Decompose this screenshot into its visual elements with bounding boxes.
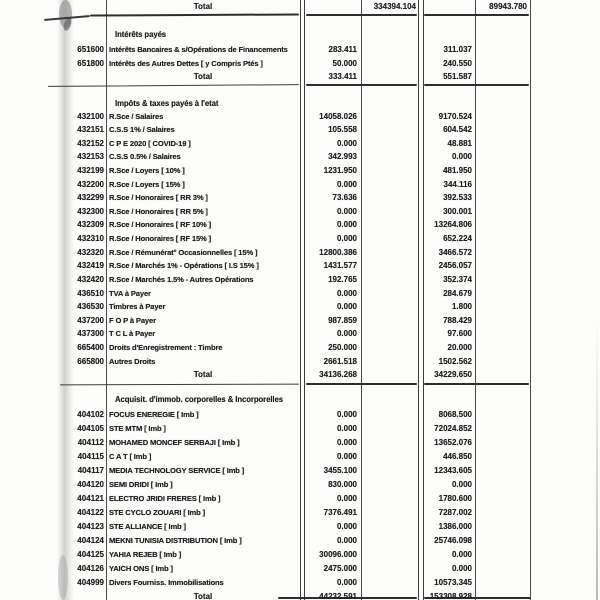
- section-total-row: [0, 70, 600, 84]
- account-label: Autres Droits: [109, 356, 156, 366]
- table-row: [0, 355, 600, 369]
- account-label: R.Sce / Marchés 1.5% - Autres Opérations: [109, 274, 254, 284]
- total-col2: 153308.928: [429, 592, 472, 600]
- account-label: Timbres à Payer: [109, 302, 166, 312]
- section-rule: [424, 14, 529, 16]
- amount-col2: 2456.057: [438, 261, 472, 271]
- table-row: [0, 520, 600, 534]
- amount-col1: 0.000: [336, 138, 357, 148]
- amount-col1: 2475.000: [323, 564, 357, 574]
- table-row: [0, 548, 600, 562]
- amount-col2: 1780.600: [438, 493, 472, 503]
- account-label: R.Sce / Rémunérat° Occasionnelles [ 15% ]: [109, 247, 258, 257]
- table-row: [0, 191, 600, 205]
- account-label: Intérêts des Autres Dettes [ y Compris Ptés ]: [109, 58, 263, 68]
- amount-col2: 10573.345: [434, 578, 472, 588]
- table-row: [0, 259, 600, 273]
- amount-col1: 12800.386: [319, 247, 357, 257]
- amount-col1: 0.000: [336, 423, 357, 433]
- amount-col1: 30096.000: [319, 550, 357, 559]
- account-label: R.Sce / Honoraires [ RF 15% ]: [109, 234, 211, 244]
- table-row: [0, 123, 600, 137]
- account-label: R.Sce / Loyers [ 15% ]: [109, 179, 185, 189]
- amount-col2: 0.000: [451, 479, 472, 489]
- account-label: R.Sce / Loyers [ 10% ]: [109, 165, 185, 175]
- amount-col1: 1231.950: [323, 165, 357, 175]
- account-code: 432200: [77, 179, 104, 189]
- account-code: 404120: [77, 479, 104, 489]
- total-col1: 34136.268: [319, 370, 357, 380]
- account-label: R.Sce / Honoraires [ RR 3% ]: [109, 193, 208, 203]
- amount-col1: 250.000: [328, 343, 357, 353]
- table-row: [0, 492, 600, 506]
- amount-col2: 446.850: [443, 451, 472, 461]
- account-code: 432100: [77, 111, 104, 121]
- account-code: 432300: [77, 206, 104, 216]
- account-code: 432151: [77, 125, 104, 135]
- account-label: Droits d'Enregistrement : Timbre: [109, 343, 223, 353]
- section-header-row: [0, 393, 600, 407]
- table-row: [0, 562, 600, 576]
- table-row: [0, 478, 600, 492]
- account-label: R.Sce / Honoraires [ RR 5% ]: [109, 206, 208, 216]
- table-row: [0, 436, 600, 450]
- amount-col1: 830.000: [328, 479, 357, 489]
- amount-col2: 8068.500: [438, 409, 472, 419]
- amount-col1: 2661.518: [323, 356, 357, 366]
- account-label: Intérêts Bancaires & s/Opérations de Financements: [109, 45, 288, 54]
- amount-col1: 283.411: [328, 45, 357, 54]
- table-row: [0, 341, 600, 355]
- table-row: [0, 327, 600, 341]
- amount-col2: 788.429: [443, 315, 472, 325]
- account-label: YAHIA REJEB [ Imb ]: [109, 550, 182, 559]
- table-row: [0, 464, 600, 478]
- account-code: 437300: [77, 329, 104, 339]
- total-label: Total: [193, 370, 213, 380]
- account-label: FOCUS ENEREGIE [ Imb ]: [109, 409, 199, 419]
- account-code: 432309: [77, 220, 104, 230]
- amount-col2: 352.374: [443, 274, 472, 284]
- account-code: 404121: [77, 493, 104, 503]
- amount-col1: 3455.100: [323, 465, 357, 475]
- total-col2: 551.587: [443, 72, 472, 82]
- table-row: [0, 408, 600, 422]
- table-row: [0, 246, 600, 260]
- table-row: [0, 300, 600, 314]
- table-row: [0, 110, 600, 124]
- account-label: STE MTM [ Imb ]: [109, 423, 166, 433]
- account-label: C.S.S 1% / Salaires: [109, 125, 175, 135]
- section-rule: [306, 14, 417, 16]
- account-label: MEDIA TECHNOLOGY SERVICE [ Imb ]: [109, 465, 245, 475]
- table-row: [0, 576, 600, 590]
- account-code: 432152: [77, 138, 104, 148]
- account-code: 432299: [77, 193, 104, 203]
- account-code: 404115: [77, 451, 104, 461]
- table-row: [0, 232, 600, 246]
- table-row: [0, 218, 600, 232]
- table-row: [0, 422, 600, 436]
- amount-col2: 20.000: [447, 343, 472, 353]
- account-label: R.Sce / Marchés 1% - Opérations [ I.S 15% ]: [109, 261, 259, 271]
- account-code: 651600: [77, 45, 104, 54]
- amount-col1: 73.636: [332, 193, 357, 203]
- amount-col2: 48.881: [447, 138, 472, 148]
- amount-col2: 25746.098: [434, 535, 472, 545]
- amount-col1: 0.000: [336, 329, 357, 339]
- amount-col2: 300.001: [443, 206, 472, 216]
- table-row: [0, 164, 600, 178]
- total-col2: 34229.650: [434, 370, 472, 380]
- amount-col2: 12343.605: [434, 465, 472, 475]
- table-row: [0, 450, 600, 464]
- table-row: [0, 506, 600, 520]
- amount-col1: 0.000: [336, 578, 357, 588]
- account-code: 436530: [77, 302, 104, 312]
- account-code: 404126: [77, 564, 104, 574]
- account-code: 651800: [77, 58, 104, 68]
- grand-total-row: [0, 0, 600, 13]
- section-rule: [48, 84, 299, 87]
- account-code: 436510: [77, 288, 104, 298]
- account-label: TVA à Payer: [109, 288, 151, 298]
- section-header-row: [0, 28, 600, 42]
- amount-col2: 392.533: [443, 193, 472, 203]
- account-code: 665400: [77, 343, 104, 353]
- amount-col1: 0.000: [336, 179, 357, 189]
- table-row: [0, 205, 600, 219]
- table-row: [0, 273, 600, 287]
- amount-col2: 652.224: [443, 234, 472, 244]
- amount-col1: 7376.491: [323, 507, 357, 517]
- amount-col1: 0.000: [336, 220, 357, 230]
- amount-col1: 0.000: [336, 409, 357, 419]
- account-code: 404122: [77, 507, 104, 517]
- account-label: SEMI DRIDI [ Imb ]: [109, 479, 173, 489]
- amount-col2: 284.679: [443, 288, 472, 298]
- section-header: Acquisit. d'immob. corporelles & Incorporelles: [115, 395, 283, 404]
- table-row: [0, 534, 600, 548]
- total-col1: 333.411: [328, 72, 357, 82]
- amount-col2: 1502.562: [438, 356, 472, 366]
- account-code: 665800: [77, 356, 104, 366]
- account-code: 432153: [77, 152, 104, 162]
- account-code: 437200: [77, 315, 104, 325]
- account-code: 404999: [77, 578, 104, 588]
- amount-col1: 1431.577: [323, 261, 357, 271]
- table-row: [0, 57, 600, 71]
- amount-col1: 192.765: [328, 274, 357, 284]
- amount-col1: 0.000: [336, 437, 357, 447]
- account-code: 404112: [77, 437, 104, 447]
- table-row: [0, 314, 600, 328]
- amount-col2: 604.542: [443, 125, 472, 135]
- amount-col1: 0.000: [336, 493, 357, 503]
- account-label: C.S.S 0.5% / Salaires: [109, 152, 181, 162]
- grand-total-amount-1: 334394.104: [373, 2, 416, 11]
- account-label: T C L à Payer: [109, 329, 156, 339]
- table-row: [0, 178, 600, 192]
- grand-total-label: Total: [193, 2, 213, 11]
- section-rule: [306, 383, 417, 385]
- account-label: STE CYCLO ZOUARI [ Imb ]: [109, 507, 205, 517]
- amount-col2: 97.600: [447, 329, 472, 339]
- section-rule: [60, 384, 299, 386]
- amount-col2: 7287.002: [438, 507, 472, 517]
- amount-col2: 481.950: [443, 165, 472, 175]
- account-label: MOHAMED MONCEF SERBAJI [ Imb ]: [109, 437, 240, 447]
- total-label: Total: [193, 72, 213, 82]
- section-rule: [306, 84, 417, 86]
- section-rule: [90, 13, 299, 16]
- amount-col1: 50.000: [332, 58, 357, 68]
- total-label: Total: [193, 592, 213, 600]
- account-code: 404124: [77, 535, 104, 545]
- account-code: 404105: [77, 423, 104, 433]
- section-total-row: [0, 368, 600, 382]
- amount-col2: 13264.806: [434, 220, 472, 230]
- amount-col2: 0.000: [451, 152, 472, 162]
- table-row: [0, 150, 600, 164]
- grand-total-amount-2: 89943.780: [489, 2, 527, 11]
- section-header: Intérêts payés: [115, 30, 167, 39]
- amount-col2: 344.116: [443, 179, 472, 189]
- account-label: ELECTRO JRIDI FRERES [ Imb ]: [109, 493, 221, 503]
- account-label: C P E 2020 [ COVID-19 ]: [109, 138, 191, 148]
- account-label: STE ALLIANCE [ Imb ]: [109, 521, 186, 531]
- amount-col1: 14058.026: [319, 111, 357, 121]
- total-col1: 44232.591: [319, 592, 357, 600]
- account-code: 404125: [77, 550, 104, 559]
- account-label: Divers Fourniss. Immobilisations: [109, 578, 224, 588]
- account-code: 404117: [77, 465, 104, 475]
- amount-col1: 342.993: [328, 152, 357, 162]
- amount-col1: 0.000: [336, 288, 357, 298]
- section-header: Impôts & taxes payés à l'etat: [115, 99, 219, 108]
- amount-col2: 72024.852: [434, 423, 472, 433]
- account-code: 432419: [77, 261, 104, 271]
- amount-col2: 13652.076: [434, 437, 472, 447]
- amount-col1: 0.000: [336, 302, 357, 312]
- amount-col1: 0.000: [336, 451, 357, 461]
- amount-col2: 0.000: [451, 564, 472, 574]
- amount-col2: 3466.572: [438, 247, 472, 257]
- account-label: C A T [ Imb ]: [109, 451, 152, 461]
- amount-col2: 9170.524: [438, 111, 472, 121]
- amount-col2: 311.037: [443, 45, 472, 54]
- account-label: MEKNI TUNISIA DISTRIBUTION [ Imb ]: [109, 535, 242, 545]
- account-code: 432320: [77, 247, 104, 257]
- account-label: R.Sce / Salaires: [109, 111, 164, 121]
- amount-col1: 0.000: [336, 206, 357, 216]
- amount-col2: 1386.000: [438, 521, 472, 531]
- amount-col1: 0.000: [336, 535, 357, 545]
- section-rule: [424, 383, 529, 385]
- amount-col1: 987.859: [328, 315, 357, 325]
- account-label: YAICH ONS [ Imb ]: [109, 564, 173, 574]
- account-label: F O P à Payer: [109, 315, 156, 325]
- section-total-row: [0, 590, 600, 600]
- table-row: [0, 287, 600, 301]
- table-row: [0, 137, 600, 151]
- table-row: [0, 43, 600, 57]
- amount-col1: 105.558: [328, 125, 357, 135]
- account-code: 404102: [77, 409, 104, 419]
- amount-col2: 0.000: [451, 550, 472, 559]
- amount-col2: 1.800: [451, 302, 472, 312]
- account-code: 432199: [77, 165, 104, 175]
- amount-col1: 0.000: [336, 521, 357, 531]
- account-code: 404123: [77, 521, 104, 531]
- account-code: 432310: [77, 234, 104, 244]
- account-code: 432420: [77, 274, 104, 284]
- amount-col2: 240.550: [443, 58, 472, 68]
- account-label: R.Sce / Honoraires [ RF 10% ]: [109, 220, 211, 230]
- amount-col1: 0.000: [336, 234, 357, 244]
